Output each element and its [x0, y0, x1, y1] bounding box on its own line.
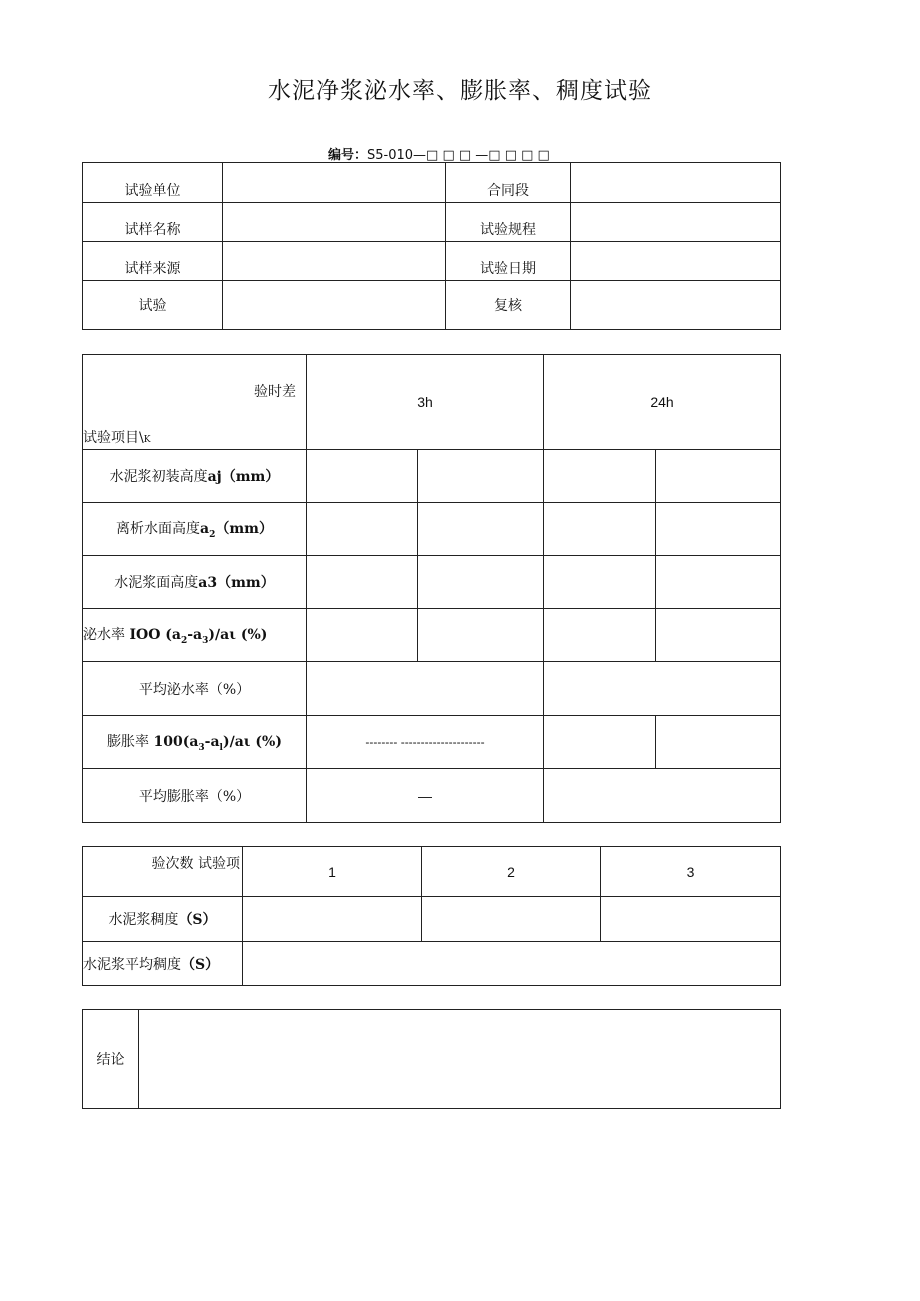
contract-section-field[interactable]	[571, 163, 781, 203]
bleeding-rate-3h-1[interactable]	[307, 609, 418, 662]
expansion-rate-24h-1[interactable]	[544, 716, 656, 769]
sample-name-field[interactable]	[223, 203, 446, 242]
conclusion-label: 结论	[83, 1010, 139, 1109]
info-table	[82, 162, 781, 330]
average-consistency-label: 水泥浆平均稠度（S）	[83, 942, 243, 986]
consistency-trial-1[interactable]	[243, 897, 422, 942]
paste-surface-height-3h-1[interactable]	[307, 556, 418, 609]
initial-height-24h-2[interactable]	[656, 450, 781, 503]
test-unit-label: 试验单位	[83, 163, 223, 203]
conclusion-table	[82, 1009, 781, 1109]
test-unit-field[interactable]	[223, 163, 446, 203]
average-consistency-field[interactable]	[243, 942, 781, 986]
paste-surface-height-label: 水泥浆面高度a3（mm）	[83, 556, 307, 609]
bleeding-rate-3h-2[interactable]	[418, 609, 544, 662]
test-item-header: 试验项目\K	[83, 430, 151, 446]
consistency-trial-2[interactable]	[422, 897, 601, 942]
expansion-rate-24h-2[interactable]	[656, 716, 781, 769]
consistency-trial-3[interactable]	[601, 897, 781, 942]
code-label: 编号：	[328, 148, 368, 163]
consistency-label: 水泥浆稠度（S）	[83, 897, 243, 942]
expansion-rate-label: 膨胀率 $100(a_3-a_l)∕a\iota$ (%)	[83, 716, 307, 769]
paste-surface-height-3h-2[interactable]	[418, 556, 544, 609]
tester-label: 试验	[83, 281, 223, 330]
reviewer-label: 复核	[446, 281, 571, 330]
trial-2-header: 2	[422, 847, 601, 897]
expansion-rate-3h-value: -------- ---------------------	[307, 716, 544, 769]
document-title: 水泥净浆泌水率、膨胀率、稠度试验	[268, 78, 652, 104]
water-surface-height-label: 离析水面高度$a_2(mm)$	[83, 503, 307, 556]
sample-source-label: 试样来源	[83, 242, 223, 281]
average-bleeding-rate-label: 平均泌水率（%）	[83, 662, 307, 716]
paste-surface-height-24h-1[interactable]	[544, 556, 656, 609]
average-expansion-rate-3h-value: —	[307, 769, 544, 823]
document-code	[328, 144, 550, 163]
average-expansion-rate-24h[interactable]	[544, 769, 781, 823]
initial-height-label: 水泥浆初装高度aj（mm）	[83, 450, 307, 503]
trial-1-header: 1	[243, 847, 422, 897]
consistency-header-diagonal-cell	[83, 847, 243, 897]
water-surface-height-3h-1[interactable]	[307, 503, 418, 556]
tester-field[interactable]	[223, 281, 446, 330]
water-surface-height-3h-2[interactable]	[418, 503, 544, 556]
code-value: S5-010—□ □ □ —□ □ □ □	[367, 148, 550, 163]
paste-surface-height-24h-2[interactable]	[656, 556, 781, 609]
water-surface-height-24h-2[interactable]	[656, 503, 781, 556]
test-date-field[interactable]	[571, 242, 781, 281]
time-difference-header: 验时差	[254, 384, 296, 400]
initial-height-3h-1[interactable]	[307, 450, 418, 503]
water-surface-height-24h-1[interactable]	[544, 503, 656, 556]
consistency-table	[82, 846, 781, 986]
test-procedure-label: 试验规程	[446, 203, 571, 242]
column-24h-header: 24h	[544, 355, 781, 450]
conclusion-field[interactable]	[139, 1010, 781, 1109]
contract-section-label: 合同段	[446, 163, 571, 203]
bleeding-expansion-table	[82, 354, 781, 823]
header-diagonal-cell	[83, 355, 307, 450]
trial-count-header: 验次数 试验项	[151, 856, 240, 872]
bleeding-rate-24h-2[interactable]	[656, 609, 781, 662]
average-expansion-rate-label: 平均膨胀率（%）	[83, 769, 307, 823]
test-procedure-field[interactable]	[571, 203, 781, 242]
average-bleeding-rate-24h[interactable]	[544, 662, 781, 716]
test-date-label: 试验日期	[446, 242, 571, 281]
average-bleeding-rate-3h[interactable]	[307, 662, 544, 716]
initial-height-3h-2[interactable]	[418, 450, 544, 503]
bleeding-rate-label: 泌水率 IOO $(a_2-a_3)∕a\iota$ (%)	[83, 609, 307, 662]
sample-source-field[interactable]	[223, 242, 446, 281]
initial-height-24h-1[interactable]	[544, 450, 656, 503]
trial-3-header: 3	[601, 847, 781, 897]
reviewer-field[interactable]	[571, 281, 781, 330]
column-3h-header: 3h	[307, 355, 544, 450]
bleeding-rate-24h-1[interactable]	[544, 609, 656, 662]
sample-name-label: 试样名称	[83, 203, 223, 242]
